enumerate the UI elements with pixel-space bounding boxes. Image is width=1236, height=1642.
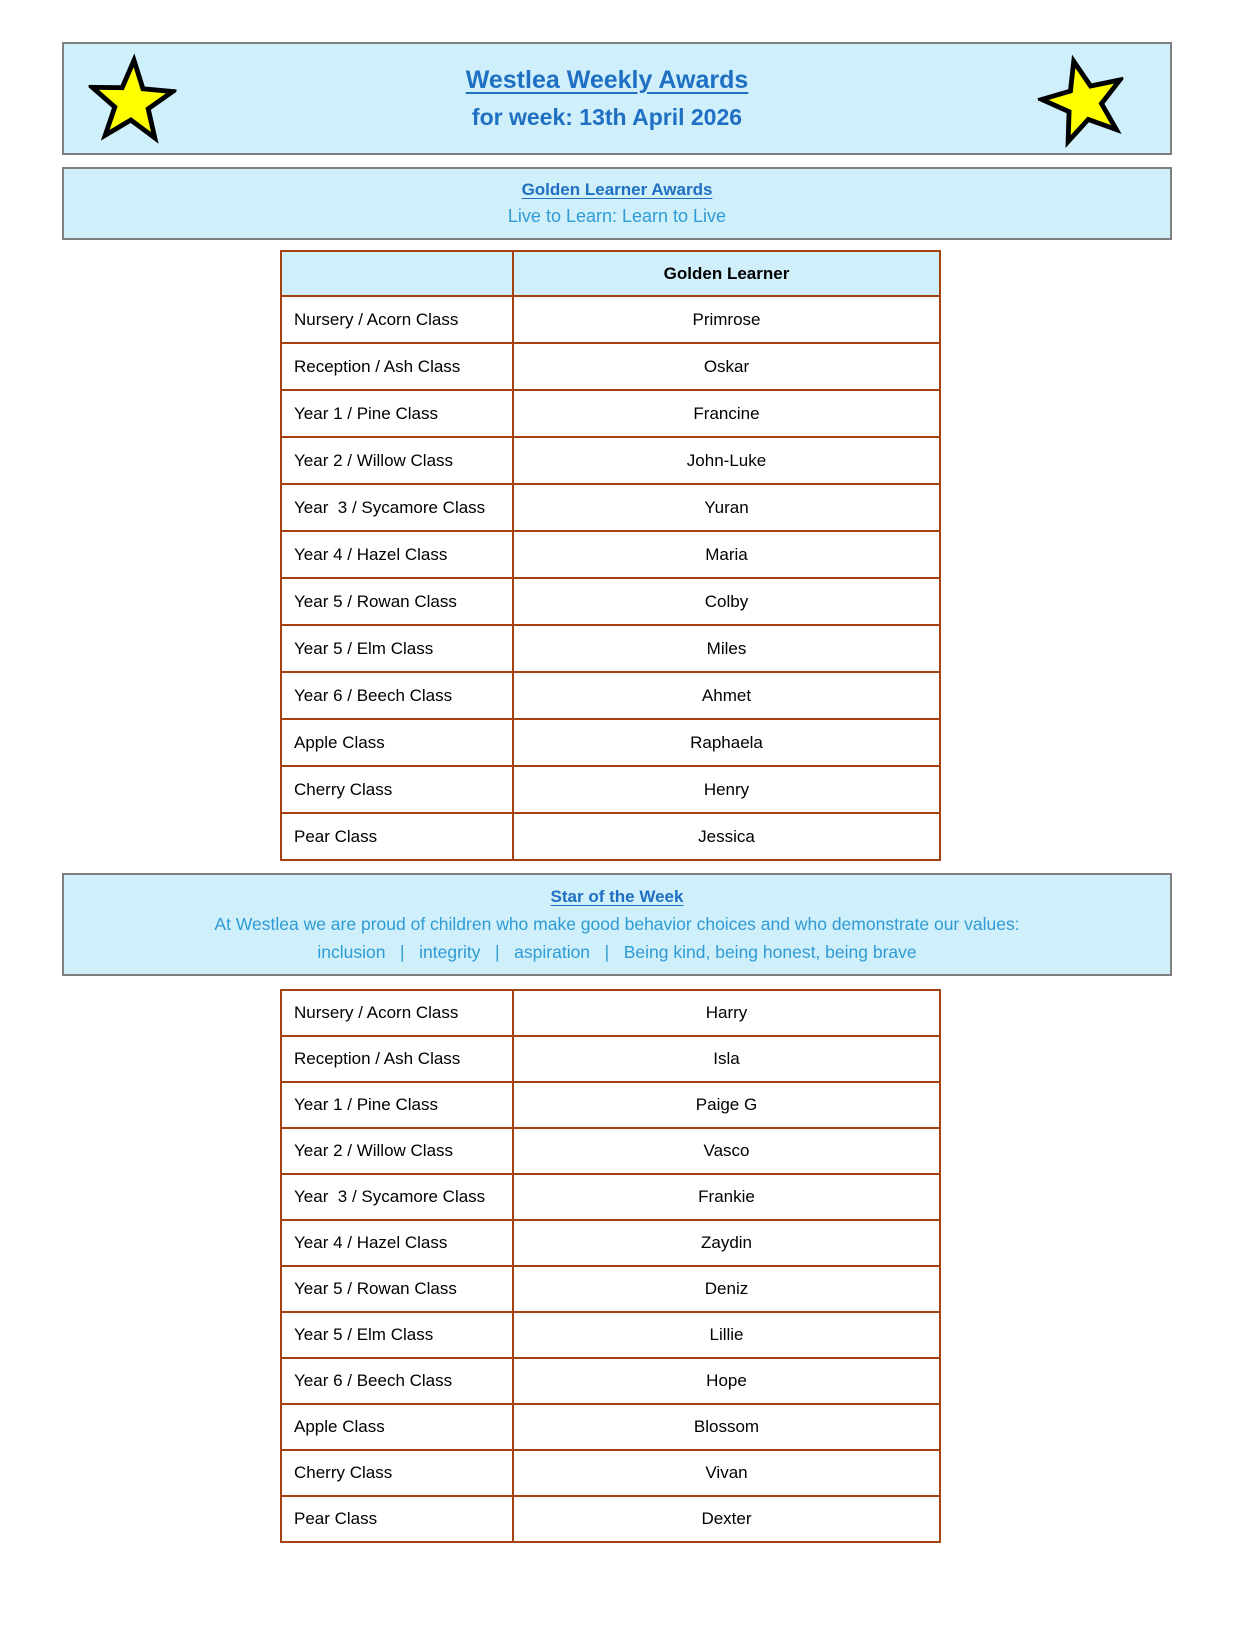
table-row: [281, 719, 940, 766]
student-cell: Vasco: [513, 1128, 940, 1174]
table-row: [281, 484, 940, 531]
student-cell: Hope: [513, 1358, 940, 1404]
student-cell: Isla: [513, 1036, 940, 1082]
class-cell: Year 4 / Hazel Class: [281, 1220, 513, 1266]
student-cell: Henry: [513, 766, 940, 813]
class-cell: Year 1 / Pine Class: [281, 1082, 513, 1128]
table-row: [281, 1496, 940, 1542]
star-of-week-banner: [62, 873, 1172, 976]
class-cell: Year 5 / Elm Class: [281, 1312, 513, 1358]
class-cell: Year 3 / Sycamore Class: [281, 1174, 513, 1220]
table-row: [281, 990, 940, 1036]
table-row: [281, 1358, 940, 1404]
table-row: [281, 625, 940, 672]
table-row: [281, 1404, 940, 1450]
student-cell: Ahmet: [513, 672, 940, 719]
golden-learner-column-header: Golden Learner: [513, 251, 940, 296]
table-row: [281, 1312, 940, 1358]
student-cell: Maria: [513, 531, 940, 578]
class-cell: Apple Class: [281, 719, 513, 766]
empty-header-cell: [281, 251, 513, 296]
star-of-week-table: [280, 989, 941, 1543]
student-cell: Raphaela: [513, 719, 940, 766]
student-cell: Vivan: [513, 1450, 940, 1496]
star-of-week-title: Star of the Week: [550, 886, 684, 906]
table-row: [281, 813, 940, 860]
table-row: [281, 578, 940, 625]
header-banner: [62, 42, 1172, 155]
class-cell: Year 6 / Beech Class: [281, 1358, 513, 1404]
table-row: [281, 531, 940, 578]
student-cell: John-Luke: [513, 437, 940, 484]
student-cell: Blossom: [513, 1404, 940, 1450]
golden-learner-motto: Live to Learn: Learn to Live: [507, 206, 727, 226]
star-of-week-intro: At Westlea we are proud of children who make good behavior choices and who demonstrate our values:: [214, 913, 1020, 934]
table-row: [281, 672, 940, 719]
table-header-row: [281, 251, 940, 296]
page-title: Westlea Weekly Awards: [465, 66, 749, 94]
document-page: [0, 42, 1236, 1642]
table-row: [281, 296, 940, 343]
class-cell: Cherry Class: [281, 1450, 513, 1496]
class-cell: Nursery / Acorn Class: [281, 990, 513, 1036]
class-cell: Year 2 / Willow Class: [281, 437, 513, 484]
class-cell: Reception / Ash Class: [281, 1036, 513, 1082]
class-cell: Apple Class: [281, 1404, 513, 1450]
table-row: [281, 1174, 940, 1220]
student-cell: Primrose: [513, 296, 940, 343]
student-cell: Francine: [513, 390, 940, 437]
golden-learner-title: Golden Learner Awards: [521, 180, 713, 199]
star-of-week-values: inclusion | integrity | aspiration | Being kind, being honest, being brave: [317, 941, 917, 962]
class-cell: Cherry Class: [281, 766, 513, 813]
student-cell: Lillie: [513, 1312, 940, 1358]
star-icon-left: [84, 50, 179, 147]
student-cell: Miles: [513, 625, 940, 672]
star-icon-right: [1035, 50, 1130, 147]
student-cell: Zaydin: [513, 1220, 940, 1266]
table-row: [281, 1220, 940, 1266]
golden-learner-table: [280, 250, 941, 861]
table-row: [281, 1036, 940, 1082]
class-cell: Year 2 / Willow Class: [281, 1128, 513, 1174]
class-cell: Pear Class: [281, 813, 513, 860]
student-cell: Yuran: [513, 484, 940, 531]
class-cell: Year 5 / Rowan Class: [281, 578, 513, 625]
student-cell: Oskar: [513, 343, 940, 390]
golden-learner-banner: [62, 167, 1172, 240]
class-cell: Nursery / Acorn Class: [281, 296, 513, 343]
table-row: [281, 1266, 940, 1312]
table-row: [281, 1128, 940, 1174]
table-row: [281, 437, 940, 484]
student-cell: Harry: [513, 990, 940, 1036]
table-row: [281, 343, 940, 390]
student-cell: Paige G: [513, 1082, 940, 1128]
student-cell: Colby: [513, 578, 940, 625]
class-cell: Year 4 / Hazel Class: [281, 531, 513, 578]
table-row: [281, 1450, 940, 1496]
class-cell: Year 5 / Rowan Class: [281, 1266, 513, 1312]
class-cell: Year 5 / Elm Class: [281, 625, 513, 672]
class-cell: Reception / Ash Class: [281, 343, 513, 390]
student-cell: Deniz: [513, 1266, 940, 1312]
student-cell: Frankie: [513, 1174, 940, 1220]
student-cell: Jessica: [513, 813, 940, 860]
table-row: [281, 390, 940, 437]
class-cell: Year 6 / Beech Class: [281, 672, 513, 719]
class-cell: Year 3 / Sycamore Class: [281, 484, 513, 531]
table-row: [281, 766, 940, 813]
class-cell: Pear Class: [281, 1496, 513, 1542]
student-cell: Dexter: [513, 1496, 940, 1542]
header-text-block: [179, 66, 1035, 131]
class-cell: Year 1 / Pine Class: [281, 390, 513, 437]
page-subtitle: for week: 13th April 2026: [471, 104, 743, 130]
table-row: [281, 1082, 940, 1128]
